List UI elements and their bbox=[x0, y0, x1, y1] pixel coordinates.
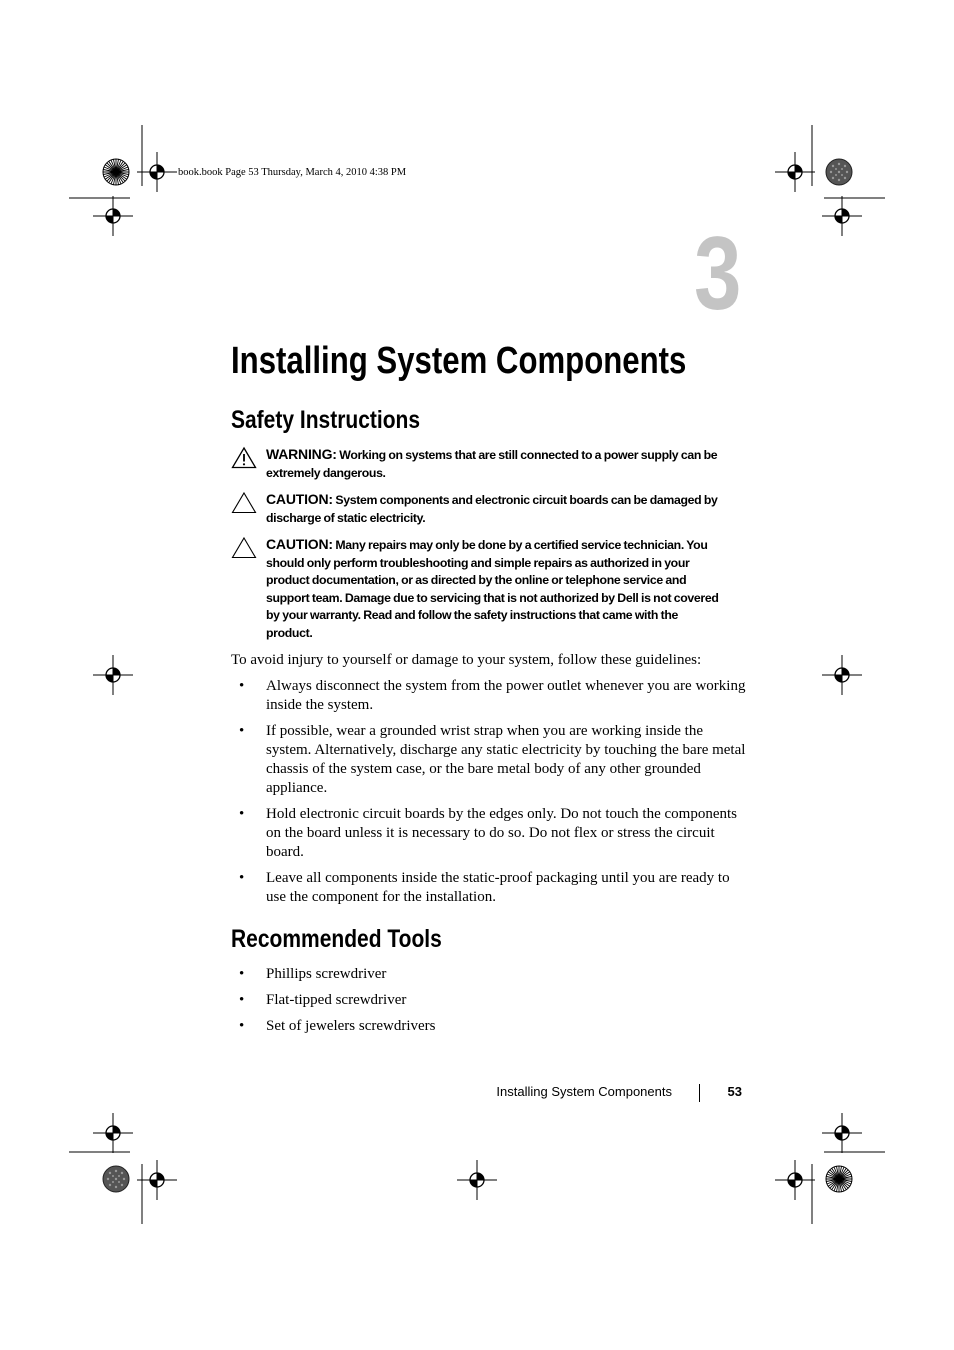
bullet: • bbox=[239, 992, 245, 1008]
list-item bbox=[231, 677, 751, 715]
list-item-text: Flat-tipped screwdriver bbox=[266, 992, 407, 1008]
caution-text: Many repairs may only be done by a certified service technician. You should only perform troubleshooting and simple repairs as authorized in your product documentation, or as directed by the online or telephone service and support team. Damage due to servicing that is not authorized by Dell is not covered by your warranty. Read and follow the safety instructions that came with the product. bbox=[266, 538, 719, 640]
list-item bbox=[231, 1017, 751, 1036]
caution-text: System components and electronic circuit boards can be damaged by discharge of static electricity. bbox=[266, 493, 718, 525]
warning-label: WARNING: bbox=[266, 446, 337, 462]
bullet: • bbox=[239, 1018, 245, 1034]
recommended-tools-list bbox=[231, 965, 751, 1043]
list-item-text: Phillips screwdriver bbox=[266, 966, 387, 982]
bullet: • bbox=[239, 806, 245, 822]
guidelines-intro: To avoid injury to yourself or damage to your system, follow these guidelines: bbox=[231, 652, 702, 668]
bullet: • bbox=[239, 966, 245, 982]
chapter-title: Installing System Components bbox=[231, 340, 687, 382]
list-item bbox=[231, 869, 751, 907]
bullet: • bbox=[239, 678, 245, 694]
section-heading-safety: Safety Instructions bbox=[231, 406, 421, 434]
section-heading-tools: Recommended Tools bbox=[231, 925, 442, 953]
bullet: • bbox=[239, 870, 245, 886]
chapter-number: 3 bbox=[694, 216, 742, 332]
footer-title: Installing System Components bbox=[496, 1084, 672, 1099]
list-item bbox=[231, 991, 751, 1010]
footer-divider bbox=[699, 1084, 700, 1102]
caution-label: CAUTION: bbox=[266, 491, 333, 507]
list-item-text: Set of jewelers screwdrivers bbox=[266, 1018, 436, 1034]
bullet: • bbox=[239, 723, 245, 739]
page-footer bbox=[470, 1084, 742, 1104]
warning-icon bbox=[231, 446, 257, 470]
list-item bbox=[231, 965, 751, 984]
caution-icon bbox=[231, 536, 257, 560]
print-slug-line: book.book Page 53 Thursday, March 4, 2010 4:38 PM bbox=[178, 167, 407, 178]
safety-guidelines-list bbox=[231, 677, 751, 914]
list-item bbox=[231, 722, 751, 798]
list-item bbox=[231, 805, 751, 862]
caution-icon bbox=[231, 491, 257, 515]
list-item-text: Always disconnect the system from the power outlet whenever you are working inside the system. bbox=[266, 678, 746, 713]
page-number: 53 bbox=[727, 1084, 742, 1099]
list-item-text: Leave all components inside the static-proof packaging until you are ready to use the component for the installation. bbox=[266, 870, 730, 905]
caution-label: CAUTION: bbox=[266, 536, 333, 552]
list-item-text: Hold electronic circuit boards by the edges only. Do not touch the components on the board unless it is necessary to do so. Do not flex or stress the circuit board. bbox=[266, 806, 737, 860]
warning-text: Working on systems that are still connected to a power supply can be extremely dangerous. bbox=[266, 448, 718, 480]
list-item-text: If possible, wear a grounded wrist strap when you are working inside the system. Alternatively, discharge any static electricity by touching the bare metal chassis of the system case, or the bare metal body of any other grounded appliance. bbox=[266, 723, 746, 796]
